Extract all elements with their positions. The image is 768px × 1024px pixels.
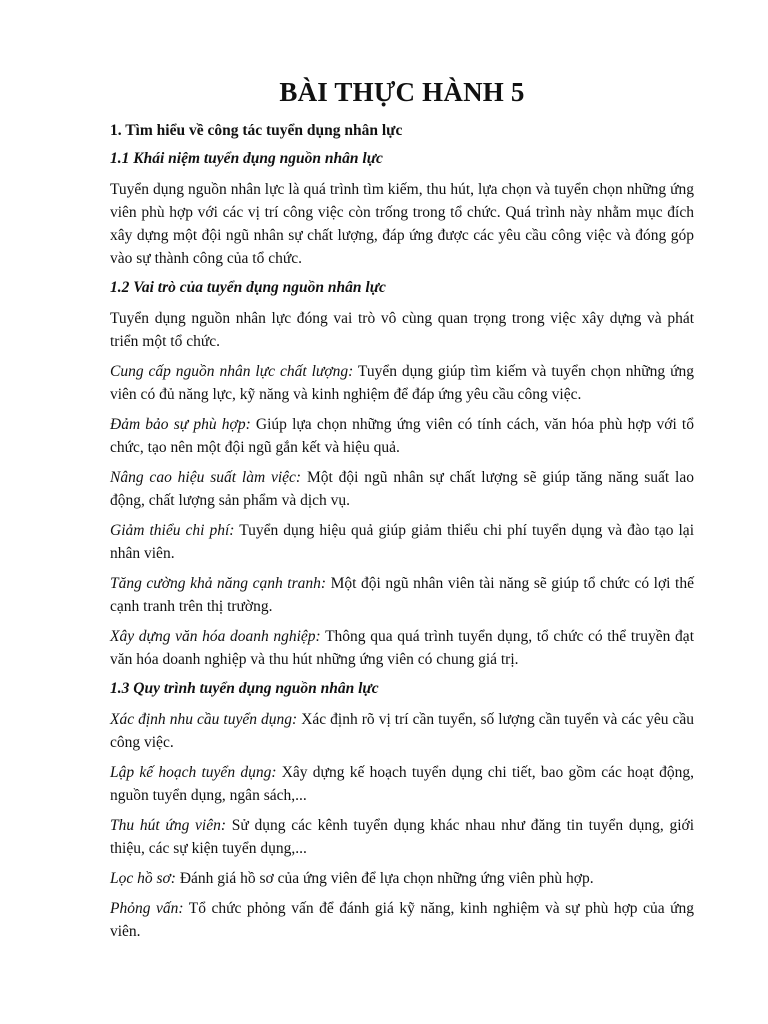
process-item <box>110 897 694 943</box>
role-item <box>110 519 694 565</box>
role-item-term: Đảm bảo sự phù hợp: <box>110 416 251 433</box>
process-item-term: Phỏng vấn: <box>110 900 184 917</box>
role-item-text: Một đội ngũ nhân viên tài năng sẽ giúp tổ chức có lợi thế cạnh tranh trên thị trường. <box>110 575 694 615</box>
process-item-text: Đánh giá hồ sơ của ứng viên để lựa chọn những ứng viên phù hợp. <box>175 870 594 887</box>
section-1-2-intro: Tuyển dụng nguồn nhân lực đóng vai trò vô cùng quan trọng trong việc xây dựng và phát triển một tổ chức. <box>110 310 694 350</box>
process-item <box>110 708 694 754</box>
process-item-term: Xác định nhu cầu tuyển dụng: <box>110 711 298 728</box>
process-item <box>110 867 694 890</box>
role-item-term: Giảm thiểu chi phí: <box>110 522 235 539</box>
document-title: BÀI THỰC HÀNH 5 <box>279 77 525 107</box>
section-1-2-heading: 1.2 Vai trò của tuyển dụng nguồn nhân lực <box>110 279 386 296</box>
role-item-term: Cung cấp nguồn nhân lực chất lượng: <box>110 363 354 380</box>
role-item-term: Nâng cao hiệu suất làm việc: <box>110 469 302 486</box>
role-item-text: Tuyển dụng hiệu quả giúp giảm thiểu chi phí tuyển dụng và đào tạo lại nhân viên. <box>110 522 694 562</box>
process-item-text: Sử dụng các kênh tuyển dụng khác nhau như đăng tin tuyển dụng, giới thiệu, các sự kiện tuyển dụng,... <box>110 817 694 857</box>
process-item-term: Lọc hồ sơ: <box>110 870 176 887</box>
role-item-text: Một đội ngũ nhân sự chất lượng sẽ giúp tăng năng suất lao động, chất lượng sản phẩm và dịch vụ. <box>110 469 694 509</box>
section-1-1-paragraph: Tuyển dụng nguồn nhân lực là quá trình tìm kiếm, thu hút, lựa chọn và tuyển chọn những ứng viên phù hợp với các vị trí công việc còn trống trong tổ chức. Quá trình này nhằm mục đích xây dựng một đội ngũ nhân sự chất lượng, đáp ứng được các yêu cầu công việc và đóng góp vào sự thành công của tổ chức. <box>110 181 694 267</box>
process-item-text: Xây dựng kế hoạch tuyển dụng chi tiết, bao gồm các hoạt động, nguồn tuyển dụng, ngân sách,... <box>110 764 694 804</box>
process-item <box>110 761 694 807</box>
process-item-term: Thu hút ứng viên: <box>110 817 227 834</box>
role-item <box>110 360 694 406</box>
role-item-text: Giúp lựa chọn những ứng viên có tính cách, văn hóa phù hợp với tổ chức, tạo nên một đội ngũ gắn kết và hiệu quả. <box>110 416 694 456</box>
process-item-text: Tổ chức phỏng vấn để đánh giá kỹ năng, kinh nghiệm và sự phù hợp của ứng viên. <box>110 900 694 940</box>
role-item <box>110 466 694 512</box>
role-item-text: Tuyển dụng giúp tìm kiếm và tuyển chọn những ứng viên có đủ năng lực, kỹ năng và kinh nghiệm để đáp ứng yêu cầu công việc. <box>110 363 694 403</box>
section-1-3-heading: 1.3 Quy trình tuyển dụng nguồn nhân lực <box>110 680 379 697</box>
role-item-text: Thông qua quá trình tuyển dụng, tổ chức có thể truyền đạt văn hóa doanh nghiệp và thu hút những ứng viên có chung giá trị. <box>110 628 694 668</box>
role-item <box>110 625 694 671</box>
role-item-term: Xây dựng văn hóa doanh nghiệp: <box>110 628 321 645</box>
section-1-heading: 1. Tìm hiểu về công tác tuyển dụng nhân lực <box>110 122 403 139</box>
process-item <box>110 814 694 860</box>
process-item-text: Xác định rõ vị trí cần tuyển, số lượng cần tuyển và các yêu cầu công việc. <box>110 711 694 751</box>
role-item <box>110 572 694 618</box>
role-item-term: Tăng cường khả năng cạnh tranh: <box>110 575 327 592</box>
process-item-term: Lập kế hoạch tuyển dụng: <box>110 764 277 781</box>
section-1-1-heading: 1.1 Khái niệm tuyển dụng nguồn nhân lực <box>110 150 383 167</box>
role-item <box>110 413 694 459</box>
